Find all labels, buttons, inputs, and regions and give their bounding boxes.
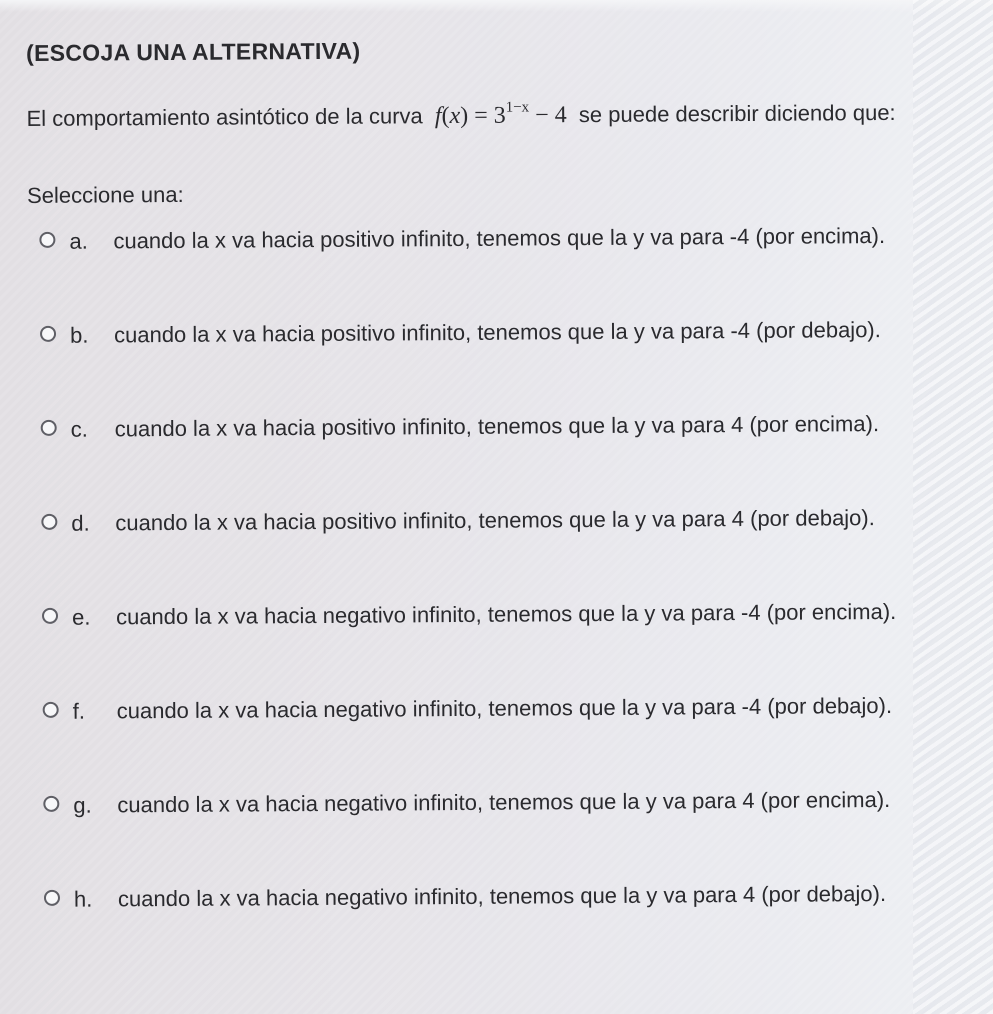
formula-f: f — [434, 103, 442, 130]
answer-options — [27, 217, 962, 975]
option-g[interactable] — [31, 780, 962, 880]
option-text: cuando la x va hacia negativo infinito, tenemos que la y va para 4 (por encima). — [117, 786, 891, 818]
option-a[interactable] — [27, 217, 958, 317]
option-text: cuando la x va hacia positivo infinito, tenemos que la y va para -4 (por encima). — [113, 223, 886, 254]
radio-button-b[interactable] — [40, 326, 56, 342]
radio-button-c[interactable] — [41, 420, 57, 436]
option-text: cuando la x va hacia negativo infinito, tenemos que la y va para -4 (por debajo). — [116, 692, 893, 724]
question-block — [26, 34, 963, 975]
radio-button-d[interactable] — [41, 514, 57, 530]
radio-button-e[interactable] — [42, 608, 58, 624]
radio-button-a[interactable] — [39, 232, 55, 248]
formula-open-paren: ( — [441, 103, 450, 130]
option-text: cuando la x va hacia positivo infinito, tenemos que la y va para 4 (por debajo). — [115, 505, 875, 536]
option-text: cuando la x va hacia negativo infinito, tenemos que la y va para 4 (por debajo). — [117, 881, 887, 912]
option-letter: c. — [70, 416, 88, 442]
option-letter: f. — [72, 698, 86, 724]
question-heading: (ESCOJA UNA ALTERNATIVA) — [26, 37, 361, 66]
option-c[interactable] — [29, 404, 960, 504]
formula-equals-base: ) = 3 — [460, 102, 506, 129]
question-text — [26, 87, 956, 139]
select-one-label: Seleccione una: — [26, 181, 184, 208]
option-text: cuando la x va hacia positivo infinito, tenemos que la y va para 4 (por encima). — [114, 411, 880, 442]
option-letter: h. — [73, 886, 93, 912]
option-letter: d. — [71, 510, 90, 536]
formula-minus-four: − 4 — [529, 102, 567, 129]
option-d[interactable] — [29, 498, 960, 598]
screen-edge — [0, 0, 993, 12]
radio-button-f[interactable] — [43, 702, 59, 718]
formula-x: x — [449, 102, 461, 130]
option-f[interactable] — [31, 686, 962, 786]
option-e[interactable] — [30, 592, 961, 692]
formula-exponent: 1−x — [505, 99, 530, 116]
option-letter: b. — [69, 322, 89, 348]
radio-button-h[interactable] — [44, 890, 60, 906]
question-text-start: El comportamiento asintótico de la curva — [26, 103, 423, 131]
option-b[interactable] — [28, 311, 959, 411]
option-h[interactable] — [32, 874, 963, 974]
option-letter: e. — [71, 604, 91, 630]
option-letter: g. — [73, 792, 92, 818]
option-text: cuando la x va hacia positivo infinito, tenemos que la y va para -4 (por debajo). — [113, 317, 881, 348]
radio-button-g[interactable] — [43, 796, 59, 812]
question-text-end: se puede describir diciendo que: — [578, 99, 896, 128]
function-formula — [434, 99, 567, 130]
option-text: cuando la x va hacia negativo infinito, tenemos que la y va para -4 (por encima). — [115, 598, 897, 630]
option-letter: a. — [69, 228, 88, 254]
